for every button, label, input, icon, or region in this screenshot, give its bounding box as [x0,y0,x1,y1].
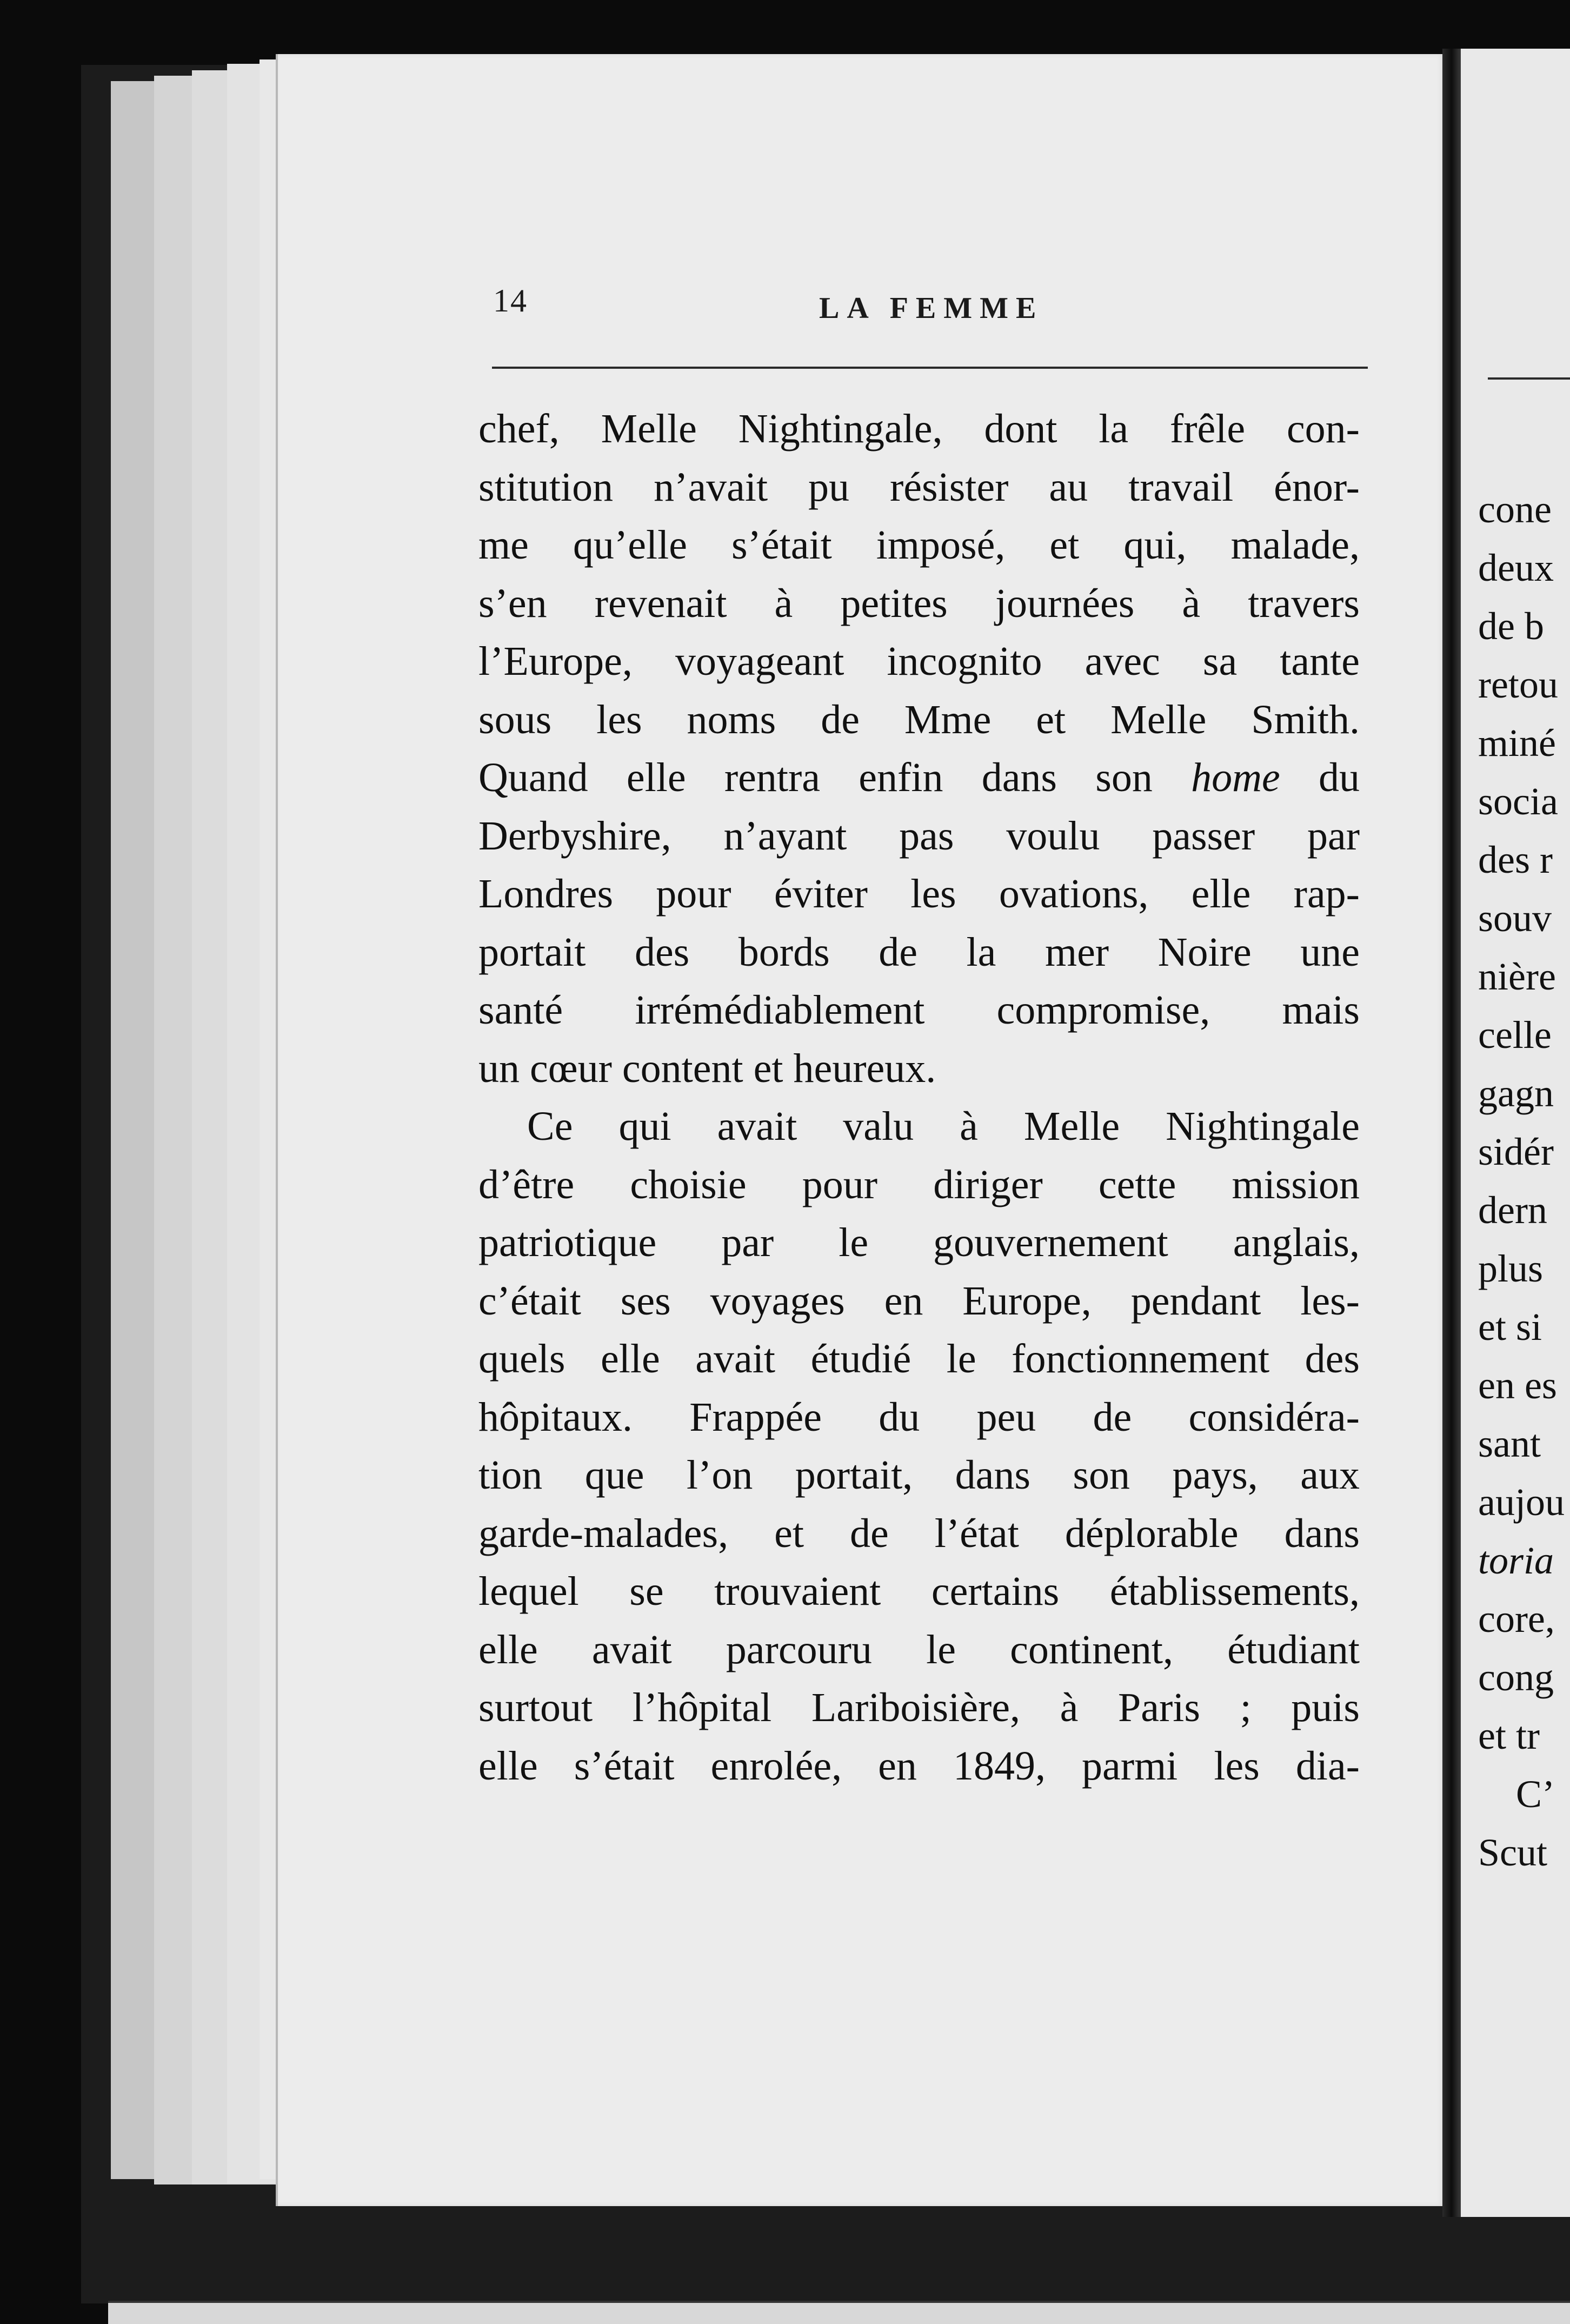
text-line: stitution n’avait pu résister au travail énor- [478,464,1360,510]
facing-line: des r [1478,838,1553,881]
text-line: c’était ses voyages en Europe, pendant les- [478,1278,1360,1324]
text-line: Londres pour éviter les ovations, elle rap- [478,871,1360,917]
text-line: sous les noms de Mme et Melle Smith. [478,696,1360,742]
running-title: LA FEMME [819,291,1044,325]
facing-line: toria [1478,1539,1554,1582]
text-line: hôpitaux. Frappée du peu de considéra- [478,1394,1360,1440]
book-gutter [1442,49,1461,2217]
italic-word: home [1191,755,1280,800]
facing-line: souv [1478,897,1552,940]
facing-page-text [1478,480,1565,1882]
facing-line: C’ [1516,1772,1555,1816]
facing-header-rule [1488,377,1570,380]
text-line: me qu’elle s’était imposé, et qui, malade, [478,522,1360,568]
facing-line: cong [1478,1656,1554,1699]
facing-line: sidér [1478,1130,1554,1173]
text-line: s’en revenait à petites journées à travers [478,580,1360,626]
facing-line: retou [1478,663,1558,706]
text-line: elle s’était enrolée, en 1849, parmi les dia- [478,1743,1360,1789]
facing-line: de b [1478,605,1544,648]
text-line: santé irrémédiablement compromise, mais [478,987,1360,1033]
text-line: quels elle avait étudié le fonctionnement des [478,1336,1360,1382]
text-line: portait des bords de la mer Noire une [478,929,1360,975]
text-line: tion que l’on portait, dans son pays, aux [478,1452,1360,1498]
text-line: l’Europe, voyageant incognito avec sa tante [478,639,1360,684]
text-line: lequel se trouvaient certains établissements, [478,1569,1360,1614]
facing-line: et tr [1478,1714,1540,1757]
header-rule [492,367,1368,369]
text-line: elle avait parcouru le continent, étudiant [478,1626,1360,1672]
facing-line: celle [1478,1013,1552,1057]
next-page-edge [108,2301,1570,2324]
text-line: patriotique par le gouvernement anglais, [478,1220,1360,1265]
text-line: surtout l’hôpital Lariboisière, à Paris ; puis [478,1685,1360,1730]
body-text [478,400,1360,1795]
facing-line: et si [1478,1305,1542,1349]
text-line: chef, Melle Nightingale, dont la frêle con- [478,406,1360,451]
facing-line: sant [1478,1422,1541,1465]
facing-line: Scut [1478,1831,1548,1874]
facing-page [1461,49,1570,2217]
facing-line: dern [1478,1188,1547,1232]
facing-line: miné [1478,721,1556,765]
facing-line: aujou [1478,1480,1565,1524]
text-line: garde-malades, et de l’état déplorable dans [478,1510,1360,1556]
text-line-with-italic: Quand elle rentra enfin dans son home du [478,755,1360,800]
facing-line: plus [1478,1247,1544,1290]
facing-line: nière [1478,955,1556,998]
text-line: Derbyshire, n’ayant pas voulu passer par [478,813,1360,859]
facing-line: core, [1478,1597,1555,1641]
facing-line: deux [1478,546,1554,589]
facing-line: gagn [1478,1072,1554,1115]
facing-line: en es [1478,1364,1557,1407]
text-line: un cœur content et heureux. [478,1045,936,1091]
facing-line: socia [1478,780,1558,823]
text-line: d’être choisie pour diriger cette mission [478,1161,1360,1207]
facing-line: cone [1478,488,1552,531]
page-number: 14 [493,283,528,318]
text-line: Ce qui avait valu à Melle Nightingale [527,1104,1360,1149]
